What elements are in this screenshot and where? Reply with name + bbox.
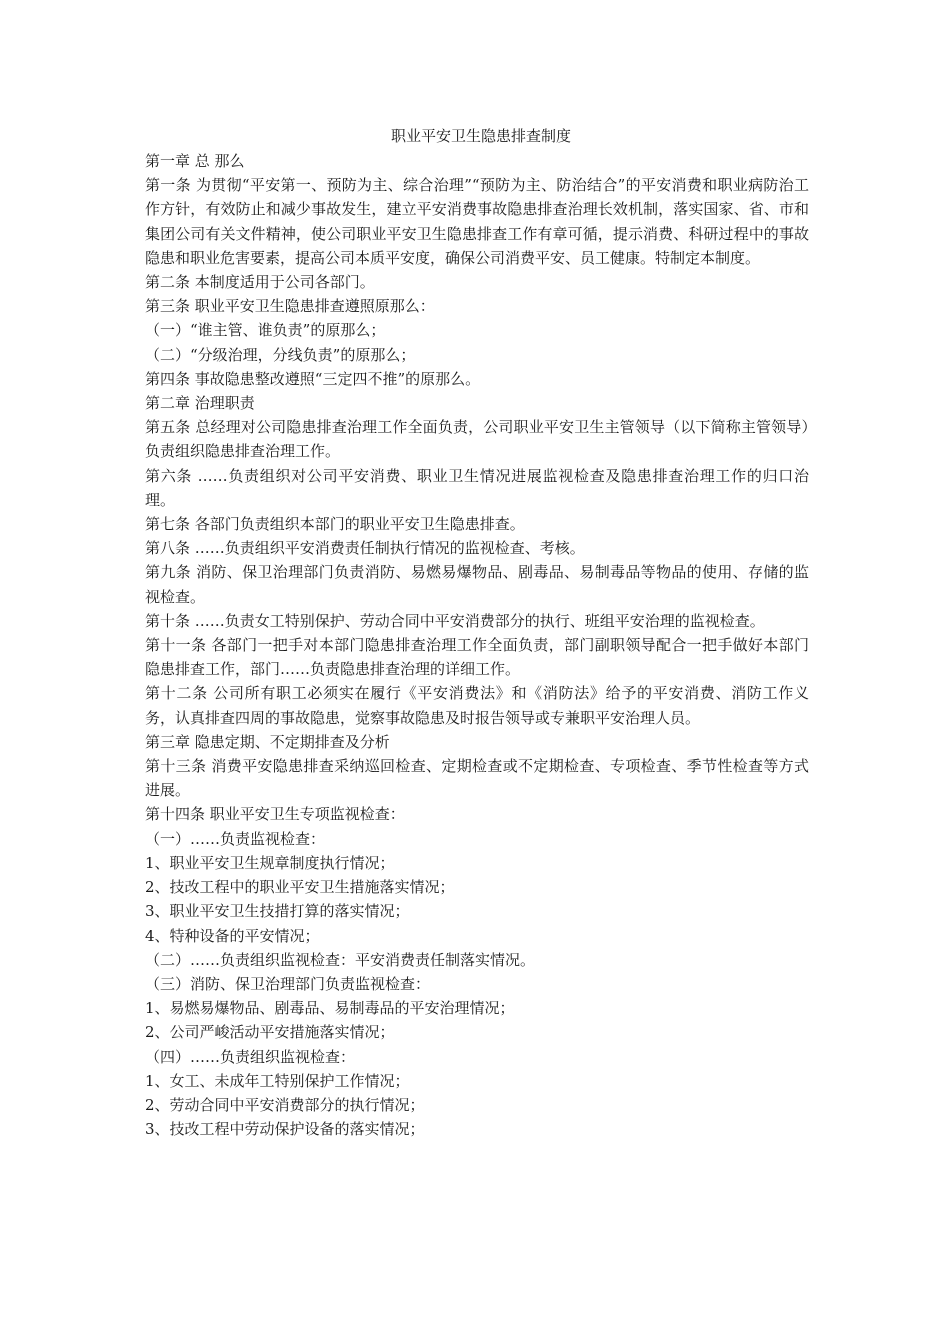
chapter-heading: 第二章 治理职责	[145, 394, 255, 413]
list-item: 2、公司严峻活动平安措施落实情况；	[145, 1023, 395, 1042]
list-item: 2、技改工程中的职业平安卫生措施落实情况；	[145, 878, 455, 897]
article-paragraph: 第十二条 公司所有职工必须实在履行《平安消费法》和《消防法》给予的平安消费、消防工作义务，认真排查四周的事故隐患，觉察事故隐患及时报告领导或专兼职平安治理人员。	[145, 684, 809, 727]
list-item: （二）……负责组织监视检查：平安消费责任制落实情况。	[145, 950, 536, 969]
list-item: （四）……负责组织监视检查：	[145, 1047, 356, 1066]
list-item: 3、职业平安卫生技措打算的落实情况；	[145, 902, 410, 921]
article-paragraph: 第八条 ……负责组织平安消费责任制执行情况的监视检查、考核。	[145, 539, 585, 558]
article-paragraph: 第五条 总经理对公司隐患排查治理工作全面负责，公司职业平安卫生主管领导（以下简称主管领导）负责组织隐患排查治理工作。	[145, 418, 809, 461]
document-title: 职业平安卫生隐患排查制度	[390, 127, 571, 145]
article-paragraph: 第十一条 各部门一把手对本部门隐患排查治理工作全面负责，部门副职领导配合一把手做好本部门隐患排查工作，部门……负责隐患排查治理的详细工作。	[145, 636, 809, 679]
article-paragraph: 第六条 ……负责组织对公司平安消费、职业卫生情况进展监视检查及隐患排查治理工作的归口治理。	[145, 466, 809, 509]
article-paragraph: 第四条 事故隐患整改遵照“三定四不推”的原那么。	[145, 369, 481, 388]
list-item: 1、易燃易爆物品、剧毒品、易制毒品的平安治理情况；	[145, 999, 515, 1018]
chapter-heading: 第一章 总 那么	[145, 152, 245, 170]
list-item: （二）“分级治理，分线负责”的原那么；	[145, 345, 416, 364]
list-item: 1、女工、未成年工特别保护工作情况；	[145, 1071, 410, 1090]
document-body	[145, 149, 809, 1141]
list-item: 2、劳动合同中平安消费部分的执行情况；	[145, 1095, 425, 1114]
article-paragraph: 第七条 各部门负责组织本部门的职业平安卫生隐患排查。	[145, 515, 525, 534]
list-item: （一）“谁主管、谁负责”的原那么；	[145, 321, 386, 340]
article-paragraph: 第十四条 职业平安卫生专项监视检查：	[145, 805, 405, 824]
list-item: 1、职业平安卫生规章制度执行情况；	[145, 853, 395, 872]
article-paragraph: 第九条 消防、保卫治理部门负责消防、易燃易爆物品、剧毒品、易制毒品等物品的使用、存储的监视检查。	[145, 563, 809, 606]
article-paragraph: 第三条 职业平安卫生隐患排查遵照原那么：	[145, 297, 435, 316]
list-item: 3、技改工程中劳动保护设备的落实情况；	[145, 1120, 425, 1139]
chapter-heading: 第三章 隐患定期、不定期排查及分析	[145, 732, 390, 751]
list-item: （三）消防、保卫治理部门负责监视检查：	[145, 974, 431, 993]
list-item: （一）……负责监视检查：	[145, 829, 326, 848]
document-page	[145, 124, 809, 1141]
article-paragraph: 第二条 本制度适用于公司各部门。	[145, 273, 375, 292]
article-paragraph: 第十条 ……负责女工特别保护、劳动合同中平安消费部分的执行、班组平安治理的监视检查。	[145, 611, 765, 630]
list-item: 4、特种设备的平安情况；	[145, 926, 320, 945]
article-paragraph: 第十三条 消费平安隐患排查采纳巡回检查、定期检查或不定期检查、专项检查、季节性检查等方式进展。	[145, 757, 809, 800]
article-paragraph: 第一条 为贯彻“平安第一、预防为主、综合治理”“预防为主、防治结合”的平安消费和职业病防治工作方针，有效防止和减少事故发生，建立平安消费事故隐患排查治理长效机制，落实国家、省、市和集团公司有关文件精神，使公司职业平安卫生隐患排查工作有章可循，提示消费、科研过程中的事故隐患和职业危害要素，提高公司本质平安度，确保公司消费平安、员工健康。特制定本制度。	[145, 176, 809, 267]
